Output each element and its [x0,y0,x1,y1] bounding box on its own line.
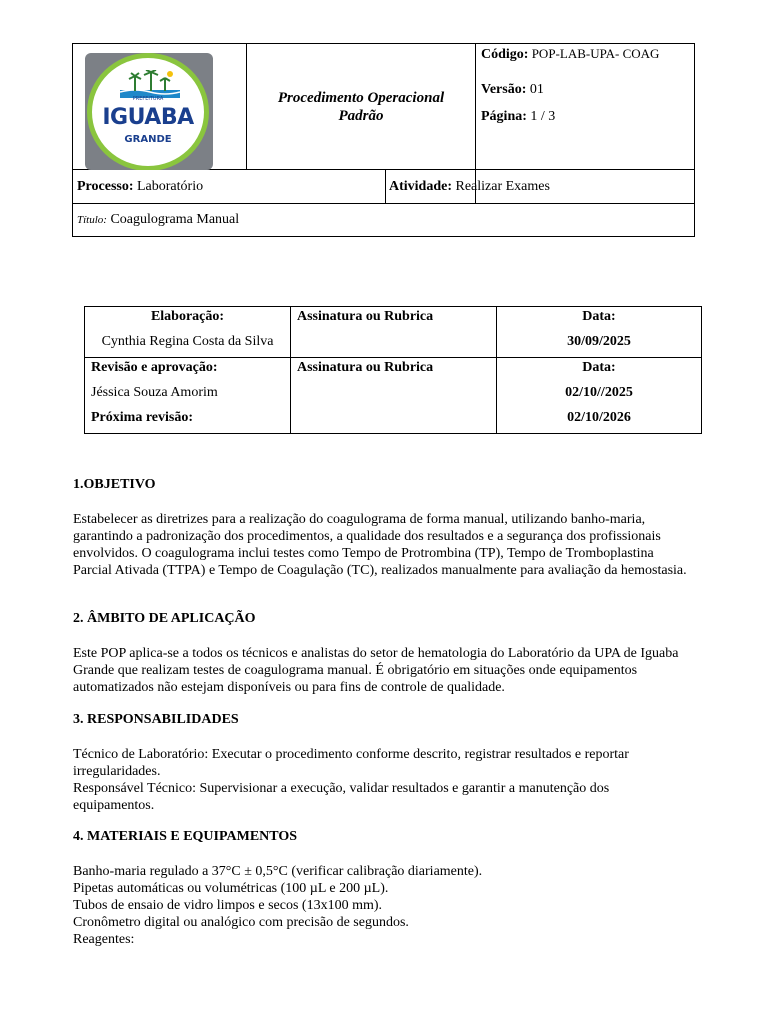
code-line [481,46,694,63]
code-label: Código: [481,47,529,62]
process-label: Processo: [77,179,134,194]
process-value: Laboratório [137,179,204,194]
code-value: POP-LAB-UPA- COAG [531,46,660,61]
responsibilities-text [73,746,693,814]
title-value: Coagulograma Manual [110,212,240,227]
objective-heading: 1.OBJETIVO [73,477,156,492]
next-review-label: Próxima revisão: [91,410,193,425]
review-cell [85,358,291,434]
responsibility-technician: Técnico de Laboratório: Executar o procedimento conforme descrito, registrar resultados e reportar irregularidades. [73,747,629,779]
meta-cell [476,44,695,170]
signature-cell-2 [291,358,497,434]
signature-label-2: Assinatura ou Rubrica [297,360,434,375]
activity-cell [389,170,695,204]
date-value-2: 02/10//2025 [565,385,633,400]
approval-table [84,306,702,434]
title-label: Título: [77,214,107,226]
header-table [72,43,695,237]
activity-label: Atividade: [389,179,452,194]
elaboration-name: Cynthia Regina Costa da Silva [101,334,274,349]
logo-subname: GRANDE [124,134,172,145]
materials-heading: 4. MATERIAIS E EQUIPAMENTOS [73,829,298,844]
next-review-date: 02/10/2026 [567,410,631,425]
date-cell-1 [497,307,702,358]
logo-cell [73,44,247,170]
date-label-2: Data: [582,360,616,375]
list-item: Reagentes: [73,932,135,947]
responsibility-supervisor: Responsável Técnico: Supervisionar a execução, validar resultados e garantir a manutenção dos equipamentos. [73,781,610,813]
date-label-1: Data: [582,309,616,324]
date-cell-2 [497,358,702,434]
list-item: Cronômetro digital ou analógico com precisão de segundos. [73,915,409,930]
scope-heading: 2. ÂMBITO DE APLICAÇÃO [73,611,256,626]
page-label: Página: [481,109,527,124]
palm-trees-icon [120,70,180,98]
signature-label-1: Assinatura ou Rubrica [297,309,434,324]
page-line [481,109,694,125]
list-item: Banho-maria regulado a 37°C ± 0,5°C (verificar calibração diariamente). [73,864,483,879]
title-cell [73,204,695,237]
logo-name: IGUABA [102,105,194,130]
materials-list [73,863,693,948]
logo-top-text: PREFEITURA [132,96,164,102]
review-label: Revisão e aprovação: [91,360,218,375]
responsibilities-heading: 3. RESPONSABILIDADES [73,712,239,727]
objective-text: Estabelecer as diretrizes para a realização do coagulograma de forma manual, utilizando banho-maria, garantindo a padronização dos procedimentos, a qualidade dos resultados e a segurança dos profissionais envolvidos. O coagulograma inclui testes como Tempo de Protrombina (TP), Tempo de Tromboplastina Parcial Ativada (TTPA) e Tempo de Coagulação (TC), realizados manualmente para avaliação da hemostasia. [73,512,687,578]
elaboration-cell [85,307,291,358]
version-line [481,82,694,98]
procedure-title: Procedimento Operacional Padrão [277,89,445,124]
procedure-title-cell [247,44,476,170]
city-logo [85,53,213,170]
elaboration-label: Elaboração: [150,309,225,324]
signature-cell-1 [291,307,497,358]
activity-value: Realizar Exames [455,179,550,194]
version-label: Versão: [481,82,527,97]
version-value: 01 [529,82,544,97]
page-value: 1 / 3 [530,109,556,124]
list-item: Pipetas automáticas ou volumétricas (100 µL e 200 µL). [73,881,389,896]
scope-text: Este POP aplica-se a todos os técnicos e analistas do setor de hematologia do Laboratório da UPA de Iguaba Grande que realizam testes de coagulograma manual. É obrigatório em situações onde equipamentos automatizados não estejam disponíveis ou para fins de controle de qualidade. [73,646,679,695]
date-value-1: 30/09/2025 [567,334,631,349]
list-item: Tubos de ensaio de vidro limpos e secos (13x100 mm). [73,898,383,913]
activity-line [389,179,550,195]
review-name: Jéssica Souza Amorim [91,385,218,400]
